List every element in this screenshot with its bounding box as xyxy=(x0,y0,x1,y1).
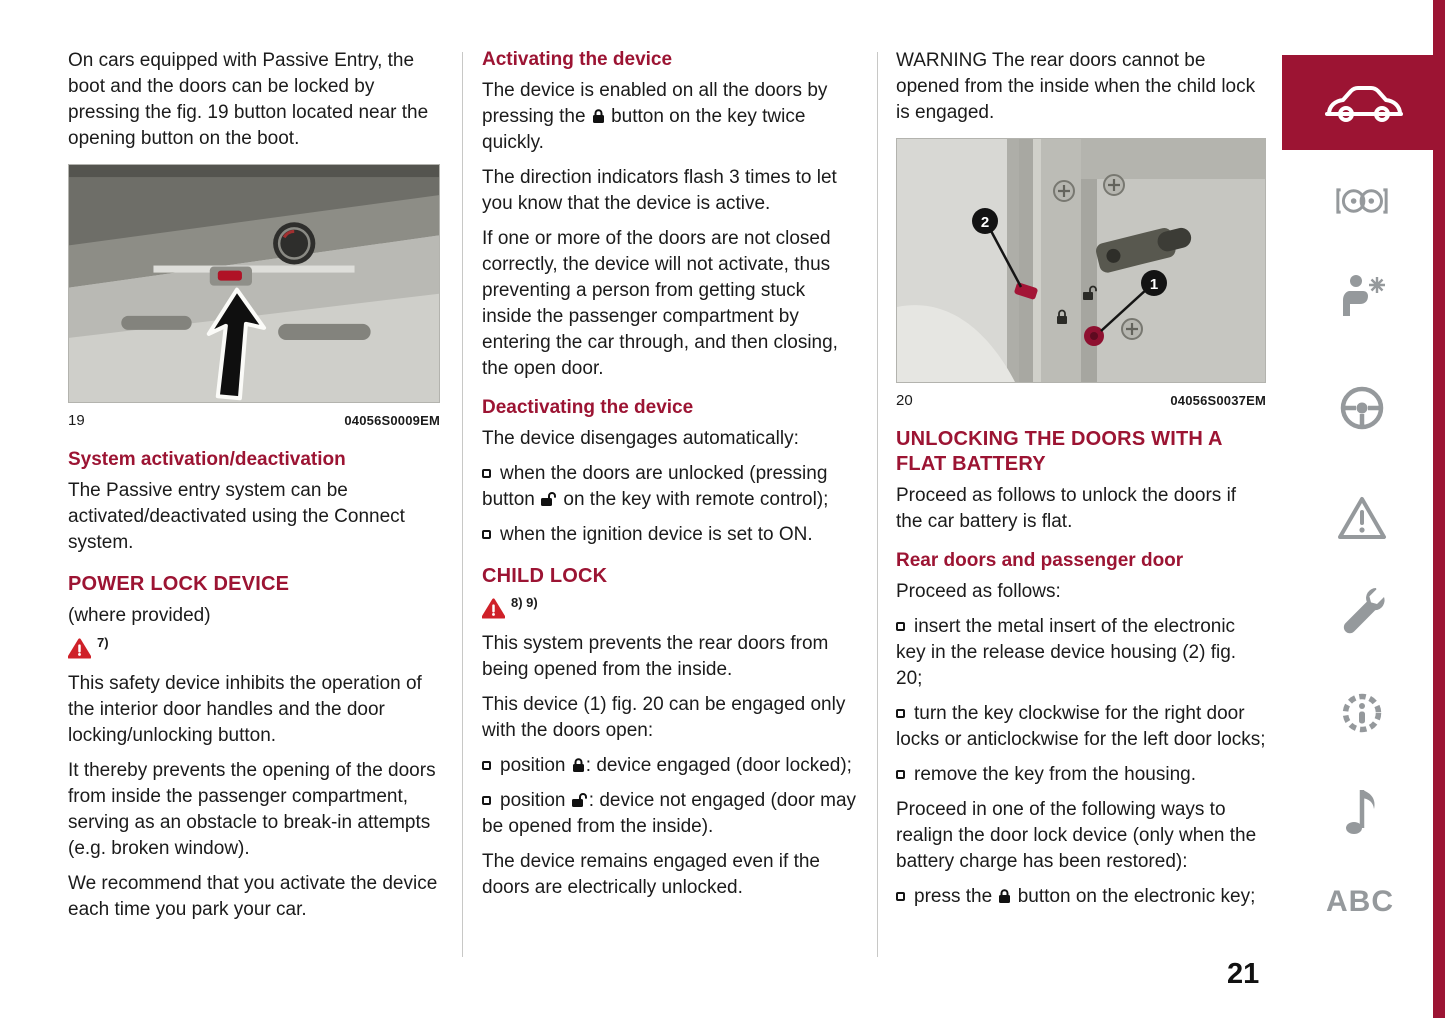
screw xyxy=(1054,181,1074,201)
figure-20-door-lock xyxy=(896,138,1266,383)
column-right xyxy=(896,48,1266,919)
heading-power-lock-device: POWER LOCK DEVICE xyxy=(68,573,290,596)
bullet-icon xyxy=(482,530,491,539)
column-divider xyxy=(877,52,878,957)
warning-triangle-icon xyxy=(68,638,91,659)
heading-rear-doors: Rear doors and passenger door xyxy=(896,550,1184,571)
bullet-item: when the doors are unlocked (pressing button on the key with remote control); xyxy=(482,463,829,510)
lock-closed-icon xyxy=(591,108,606,124)
power-lock-paragraph: It thereby prevents the opening of the doors from inside the passenger compartment, serving as an obstacle to break-in attempts (e.g. broken window). xyxy=(68,760,436,860)
heading-system-activation: System activation/deactivation xyxy=(68,449,346,471)
warning-triangle-nav-icon[interactable] xyxy=(1336,492,1388,544)
realign-paragraph: Proceed in one of the following ways to realign the door lock device (only when the battery charge has been restored): xyxy=(896,799,1257,872)
multimedia-note-icon[interactable] xyxy=(1336,782,1388,838)
bullet-icon xyxy=(482,761,491,770)
bullet-item: insert the metal insert of the electronic key in the release device housing (2) fig. 20; xyxy=(896,616,1237,689)
deactivating-intro: The device disengages automatically: xyxy=(482,428,799,449)
bullet-icon xyxy=(482,796,491,805)
steering-wheel-icon[interactable] xyxy=(1336,382,1388,434)
bullet-item: press the button on the electronic key; xyxy=(896,884,1266,910)
child-lock-paragraph: This device (1) fig. 20 can be engaged only with the doors open: xyxy=(482,694,846,741)
heading-unlocking-flat-battery: UNLOCKING THE DOORS WITH A FLAT BATTERY xyxy=(896,428,1222,475)
lock-open-icon xyxy=(540,491,558,507)
figure-number: 19 xyxy=(68,412,85,430)
activating-paragraph: The direction indicators flash 3 times to let you know that the device is active. xyxy=(482,167,837,214)
bullet-item: when the ignition device is set to ON. xyxy=(482,522,858,548)
figure-19-caption xyxy=(68,408,440,434)
heading-child-lock: CHILD LOCK xyxy=(482,565,608,587)
figure-code: 04056S0009EM xyxy=(344,413,440,429)
page-number: 21 xyxy=(1227,958,1260,990)
bullet-icon xyxy=(896,770,905,779)
screw xyxy=(1104,175,1124,195)
figure-number: 20 xyxy=(896,392,913,409)
bullet-item: turn the key clockwise for the right door locks or anticlockwise for the left door locks; xyxy=(896,703,1266,750)
child-lock-warning: WARNING The rear doors cannot be opened from the inside when the child lock is engaged. xyxy=(896,50,1256,123)
sidebar-tab-car-active[interactable] xyxy=(1282,55,1445,150)
warning-triangle-icon xyxy=(482,598,505,619)
child-lock-paragraph: This system prevents the rear doors from being opened from the inside. xyxy=(482,633,829,680)
rear-doors-intro: Proceed as follows: xyxy=(896,581,1061,602)
bullet-icon xyxy=(482,469,491,478)
figure-code: 04056S0037EM xyxy=(1170,393,1266,408)
heading-deactivating-device: Deactivating the device xyxy=(482,397,694,418)
figure-20-caption xyxy=(896,388,1266,414)
unlock-intro: Proceed as follows to unlock the doors if the car battery is flat. xyxy=(896,485,1237,532)
heading-activating-device: Activating the device xyxy=(482,49,673,70)
activating-paragraph: If one or more of the doors are not closed correctly, the device will not activate, thus preventing a person from getting stuck inside the passenger compartment by entering the car through, and then closing, the open door. xyxy=(482,228,838,379)
warning-reference-line xyxy=(68,635,440,661)
screw xyxy=(1122,319,1142,339)
svg-text:2: 2 xyxy=(980,214,990,231)
bullet-icon xyxy=(896,622,905,631)
warning-refs: 7) xyxy=(97,635,109,651)
wrench-icon[interactable] xyxy=(1336,584,1388,636)
instrument-panel-icon[interactable] xyxy=(1336,181,1388,221)
index-abc-tab[interactable]: ABC xyxy=(1326,885,1394,918)
column-divider xyxy=(462,52,463,957)
column-middle xyxy=(482,48,858,910)
airbag-icon[interactable] xyxy=(1336,271,1388,323)
system-activation-body: The Passive entry system can be activated/deactivated using the Connect system. xyxy=(68,480,405,554)
bullet-icon xyxy=(896,892,905,901)
lock-closed-icon xyxy=(571,757,586,773)
column-left xyxy=(68,48,440,932)
chapter-edge-strip xyxy=(1433,0,1445,1018)
power-lock-paragraph: We recommend that you activate the device each time you park your car. xyxy=(68,873,438,921)
bullet-item: remove the key from the housing. xyxy=(896,762,1266,788)
bullet-item: position : device not engaged (door may be opened from the inside). xyxy=(482,790,857,837)
warning-reference-line xyxy=(482,595,858,621)
figure-19-boot-button xyxy=(68,164,440,403)
svg-text:1: 1 xyxy=(1149,276,1159,293)
service-info-icon[interactable] xyxy=(1336,687,1388,739)
passive-entry-intro: On cars equipped with Passive Entry, the boot and the doors can be locked by pressing the fig. 19 button located near the opening button on the boot. xyxy=(68,50,429,149)
bullet-item: position : device engaged (door locked); xyxy=(482,753,858,779)
power-lock-paragraph: This safety device inhibits the operation of the interior door handles and the door locking/unlocking button. xyxy=(68,673,422,747)
lock-open-icon xyxy=(571,792,589,808)
lock-closed-icon xyxy=(997,888,1012,904)
activating-paragraph: The device is enabled on all the doors by pressing the button on the key twice quickly. xyxy=(482,80,828,153)
bullet-icon xyxy=(896,709,905,718)
power-lock-subnote: (where provided) xyxy=(68,605,211,627)
child-lock-paragraph: The device remains engaged even if the doors are electrically unlocked. xyxy=(482,851,820,898)
warning-refs: 8) 9) xyxy=(511,595,538,610)
car-icon xyxy=(1322,80,1406,126)
